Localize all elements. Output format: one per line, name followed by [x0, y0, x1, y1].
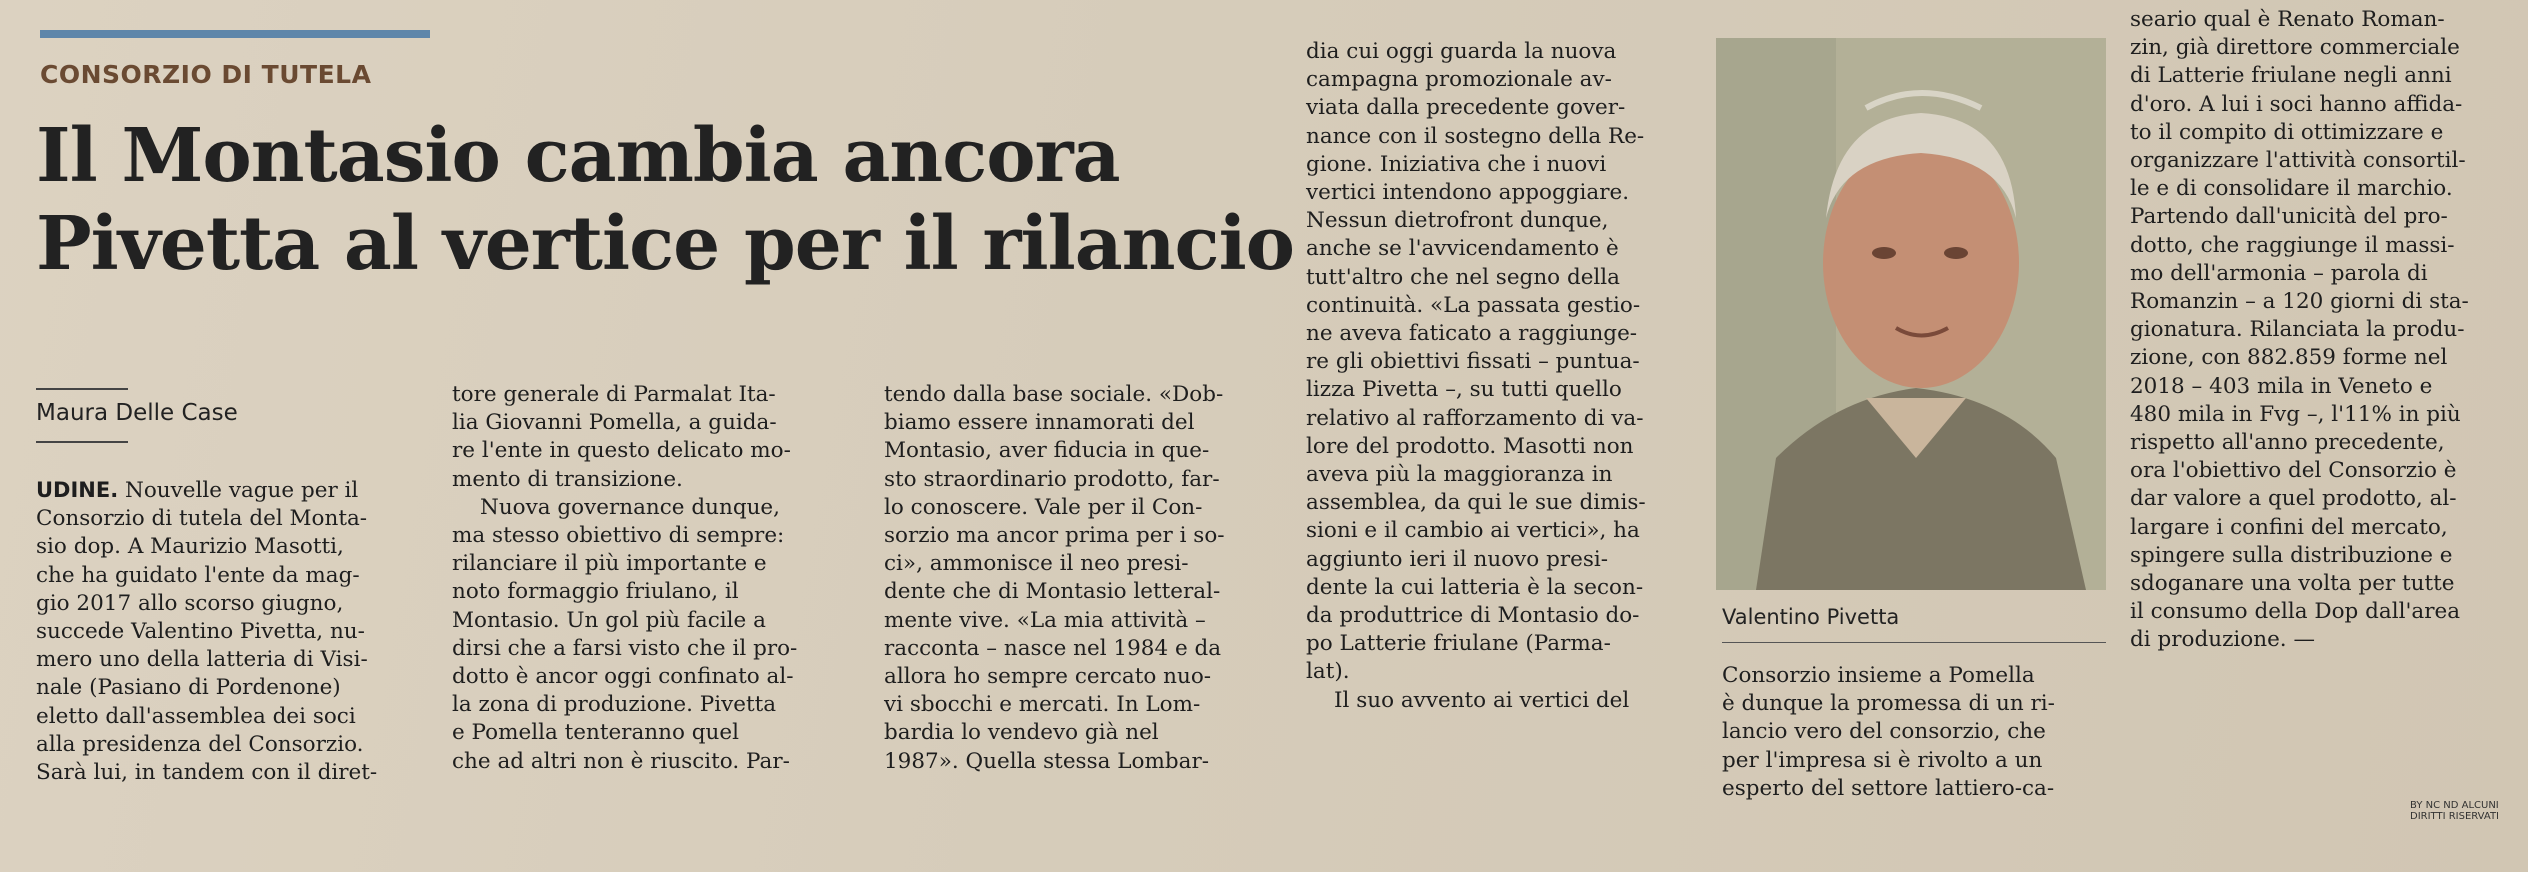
column-line: zin, già direttore commerciale	[2130, 35, 2460, 61]
column-line: to il compito di ottimizzare e	[2130, 119, 2444, 145]
column-line: lizza Pivetta –, su tutti quello	[1306, 377, 1622, 403]
column-line: rispetto all'anno precedente,	[2130, 430, 2445, 456]
section-kicker: CONSORZIO DI TUTELA	[40, 60, 372, 89]
column-line: allora ho sempre cercato nuo-	[884, 664, 1212, 690]
column-line: da produttrice di Montasio do-	[1306, 603, 1640, 629]
license-note: BY NC ND ALCUNI DIRITTI RISERVATI	[2410, 800, 2500, 822]
column-line: seario qual è Renato Roman-	[2130, 7, 2445, 32]
column-line: Sarà lui, in tandem con il diret-	[36, 760, 378, 786]
column-line: organizzare l'attività consortil-	[2130, 148, 2466, 174]
column-line: lo conoscere. Vale per il Con-	[884, 494, 1203, 520]
column-line: vertici intendono appoggiare.	[1306, 180, 1630, 206]
column-line: mento di transizione.	[452, 466, 683, 492]
headline-line-1: Il Montasio cambia ancora	[36, 113, 1120, 199]
column-line: Romanzin – a 120 giorni di sta-	[2130, 289, 2469, 315]
headline-line-2: Pivetta al vertice per il rilancio	[36, 201, 1295, 287]
article-column-1	[36, 476, 426, 787]
column-line: esperto del settore lattiero-ca-	[1722, 775, 2055, 801]
column-line: aveva più la maggioranza in	[1306, 462, 1613, 488]
column-line: 1987». Quella stessa Lombar-	[884, 748, 1209, 774]
column-line: tore generale di Parmalat Ita-	[452, 382, 776, 407]
column-line: biamo essere innamorati del	[884, 410, 1195, 436]
column-line: sioni e il cambio ai vertici», ha	[1306, 518, 1640, 544]
column-line: mente vive. «La mia attività –	[884, 607, 1206, 633]
column-line: Partendo dall'unicità del pro-	[2130, 204, 2448, 230]
caption-rule	[1722, 642, 2106, 643]
column-line: dirsi che a farsi visto che il pro-	[452, 635, 798, 661]
article-column-2	[452, 381, 852, 776]
column-line: largare i confini del mercato,	[2130, 514, 2448, 540]
column-line: aggiunto ieri il nuovo presi-	[1306, 546, 1609, 572]
portrait-photo	[1716, 38, 2106, 590]
column-line: sorzio ma ancor prima per i so-	[884, 523, 1225, 549]
column-line: dente la cui latteria è la secon-	[1306, 574, 1644, 600]
column-line: di Latterie friulane negli anni	[2130, 63, 2452, 89]
column-line: bardia lo vendevo già nel	[884, 720, 1159, 746]
column-line: dia cui oggi guarda la nuova	[1306, 39, 1617, 64]
column-line: UDINE. Nouvelle vague per il	[36, 478, 359, 503]
article-column-6	[2130, 6, 2525, 655]
column-line: nale (Pasiano di Pordenone)	[36, 675, 341, 701]
column-line: per l'impresa si è rivolto a un	[1722, 747, 2043, 773]
column-line: Nuova governance dunque,	[480, 494, 780, 520]
column-line: gio 2017 allo scorso giugno,	[36, 590, 344, 616]
column-line: Nessun dietrofront dunque,	[1306, 208, 1609, 234]
section-color-bar	[40, 30, 430, 38]
column-line: dotto è ancor oggi confinato al-	[452, 664, 794, 690]
column-line: è dunque la promessa di un ri-	[1722, 691, 2055, 717]
column-line: spingere sulla distribuzione e	[2130, 542, 2453, 568]
column-line: Consorzio di tutela del Monta-	[36, 506, 368, 532]
column-line: lancio vero del consorzio, che	[1722, 719, 2046, 745]
column-line: mo dell'armonia – parola di	[2130, 260, 2428, 286]
column-line: nance con il sostegno della Re-	[1306, 123, 1645, 149]
column-line: vi sbocchi e mercati. In Lom-	[884, 692, 1201, 718]
byline: Maura Delle Case	[36, 400, 238, 426]
column-line: di produzione. —	[2130, 627, 2315, 653]
column-line: relativo al rafforzamento di va-	[1306, 405, 1644, 431]
column-line: lia Giovanni Pomella, a guida-	[452, 410, 777, 436]
column-line: re l'ente in questo delicato mo-	[452, 438, 791, 464]
column-line: lat).	[1306, 659, 1350, 685]
column-line: tutt'altro che nel segno della	[1306, 264, 1620, 290]
column-line: ma stesso obiettivo di sempre:	[452, 523, 785, 549]
column-line: dar valore a quel prodotto, al-	[2130, 486, 2457, 512]
article-column-5	[1722, 662, 2112, 803]
portrait-illustration	[1716, 38, 2106, 590]
column-line: che ad altri non è riuscito. Par-	[452, 748, 790, 774]
column-line: che ha guidato l'ente da mag-	[36, 562, 360, 588]
column-line: alla presidenza del Consorzio.	[36, 731, 364, 757]
dateline: UDINE.	[36, 478, 119, 502]
column-line: 2018 – 403 mila in Veneto e	[2130, 373, 2433, 399]
column-line: gione. Iniziativa che i nuovi	[1306, 151, 1607, 177]
column-line: Montasio, aver fiducia in que-	[884, 438, 1210, 464]
column-line: sdoganare una volta per tutte	[2130, 571, 2455, 597]
column-line: sio dop. A Maurizio Masotti,	[36, 534, 344, 560]
column-line: e Pomella tenteranno quel	[452, 720, 739, 746]
photo-caption: Valentino Pivetta	[1722, 605, 1900, 629]
article-column-3	[884, 381, 1284, 776]
column-line: noto formaggio friulano, il	[452, 579, 739, 605]
column-line: Il suo avvento ai vertici del	[1334, 687, 1630, 713]
column-line: gionatura. Rilanciata la produ-	[2130, 317, 2465, 343]
byline-rule-bottom	[36, 441, 128, 443]
column-line: lore del prodotto. Masotti non	[1306, 433, 1634, 459]
column-line: ci», ammonisce il neo presi-	[884, 551, 1189, 577]
column-line: ora l'obiettivo del Consorzio è	[2130, 458, 2457, 484]
column-line: re gli obiettivi fissati – puntua-	[1306, 349, 1640, 375]
column-line: sto straordinario prodotto, far-	[884, 466, 1220, 492]
column-line: mero uno della latteria di Visi-	[36, 647, 368, 673]
column-line: il consumo della Dop dall'area	[2130, 599, 2461, 625]
column-line: assemblea, da qui le sue dimis-	[1306, 490, 1646, 516]
column-line: 480 mila in Fvg –, l'11% in più	[2130, 401, 2461, 427]
column-line: ne aveva faticato a raggiunge-	[1306, 321, 1638, 347]
column-line: le e di consolidare il marchio.	[2130, 176, 2453, 202]
column-line: viata dalla precedente gover-	[1306, 95, 1626, 121]
column-line: rilanciare il più importante e	[452, 551, 767, 577]
column-line: d'oro. A lui i soci hanno affida-	[2130, 91, 2463, 117]
column-line: anche se l'avvicendamento è	[1306, 236, 1619, 262]
column-line: dotto, che raggiunge il massi-	[2130, 232, 2455, 258]
column-line: campagna promozionale av-	[1306, 67, 1612, 93]
column-line: la zona di produzione. Pivetta	[452, 692, 777, 718]
column-line: tendo dalla base sociale. «Dob-	[884, 382, 1224, 407]
byline-rule-top	[36, 388, 128, 390]
headline	[36, 112, 1316, 288]
column-line: eletto dall'assemblea dei soci	[36, 703, 356, 729]
column-line: dente che di Montasio letteral-	[884, 579, 1221, 605]
column-line: continuità. «La passata gestio-	[1306, 292, 1641, 318]
column-line: Consorzio insieme a Pomella	[1722, 663, 2035, 688]
column-line: succede Valentino Pivetta, nu-	[36, 619, 365, 645]
column-line: racconta – nasce nel 1984 e da	[884, 635, 1222, 661]
column-line: zione, con 882.859 forme nel	[2130, 345, 2448, 371]
article-column-4	[1306, 38, 1706, 715]
column-line: Montasio. Un gol più facile a	[452, 607, 766, 633]
column-line: po Latterie friulane (Parma-	[1306, 631, 1611, 657]
